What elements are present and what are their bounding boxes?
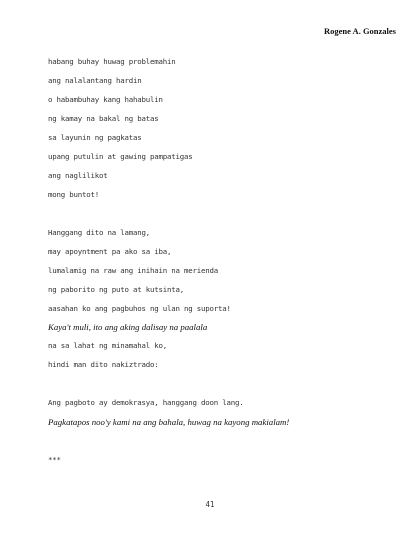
poem-line: o habambuhay kang hahabulin bbox=[48, 95, 163, 104]
poem-line-emphasis: Pagkatapos noo'y kami na ang bahala, huwag na kayong makialam! bbox=[48, 417, 290, 427]
poem-line: na sa lahat ng minamahal ko, bbox=[48, 341, 167, 350]
poem-line: may apoyntment pa ako sa iba, bbox=[48, 247, 172, 256]
poem-line: Hanggang dito na lamang, bbox=[48, 228, 150, 237]
page-number: 41 bbox=[205, 500, 215, 509]
poem-line: upang putulin at gawing pampatigas bbox=[48, 152, 193, 161]
poem-line: aasahan ko ang pagbuhos ng ulan ng suporta! bbox=[48, 304, 231, 313]
poem-line: mong buntot! bbox=[48, 190, 99, 199]
poem-line: lumalamig na raw ang inihain na merienda bbox=[48, 266, 218, 275]
poem-line: habang buhay huwag problemahin bbox=[48, 57, 176, 66]
poem-line: ang naglilikot bbox=[48, 171, 108, 180]
poem-line: hindi man dito nakiztrado: bbox=[48, 360, 159, 369]
poem-line: ng paborito ng puto at kutsinta, bbox=[48, 285, 184, 294]
running-header-author: Rogene A. Gonzales bbox=[323, 26, 396, 36]
poem-line: Ang pagboto ay demokrasya, hanggang doon lang. bbox=[48, 398, 244, 407]
poem-line: sa layunin ng pagkatas bbox=[48, 133, 142, 142]
poem-line: ang nalalantang hardin bbox=[48, 76, 142, 85]
poem-line: ng kamay na bakal ng batas bbox=[48, 114, 159, 123]
poem-line-emphasis: Kaya't muli, ito ang aking dalisay na paalala bbox=[48, 322, 208, 332]
section-separator: *** bbox=[48, 455, 61, 464]
